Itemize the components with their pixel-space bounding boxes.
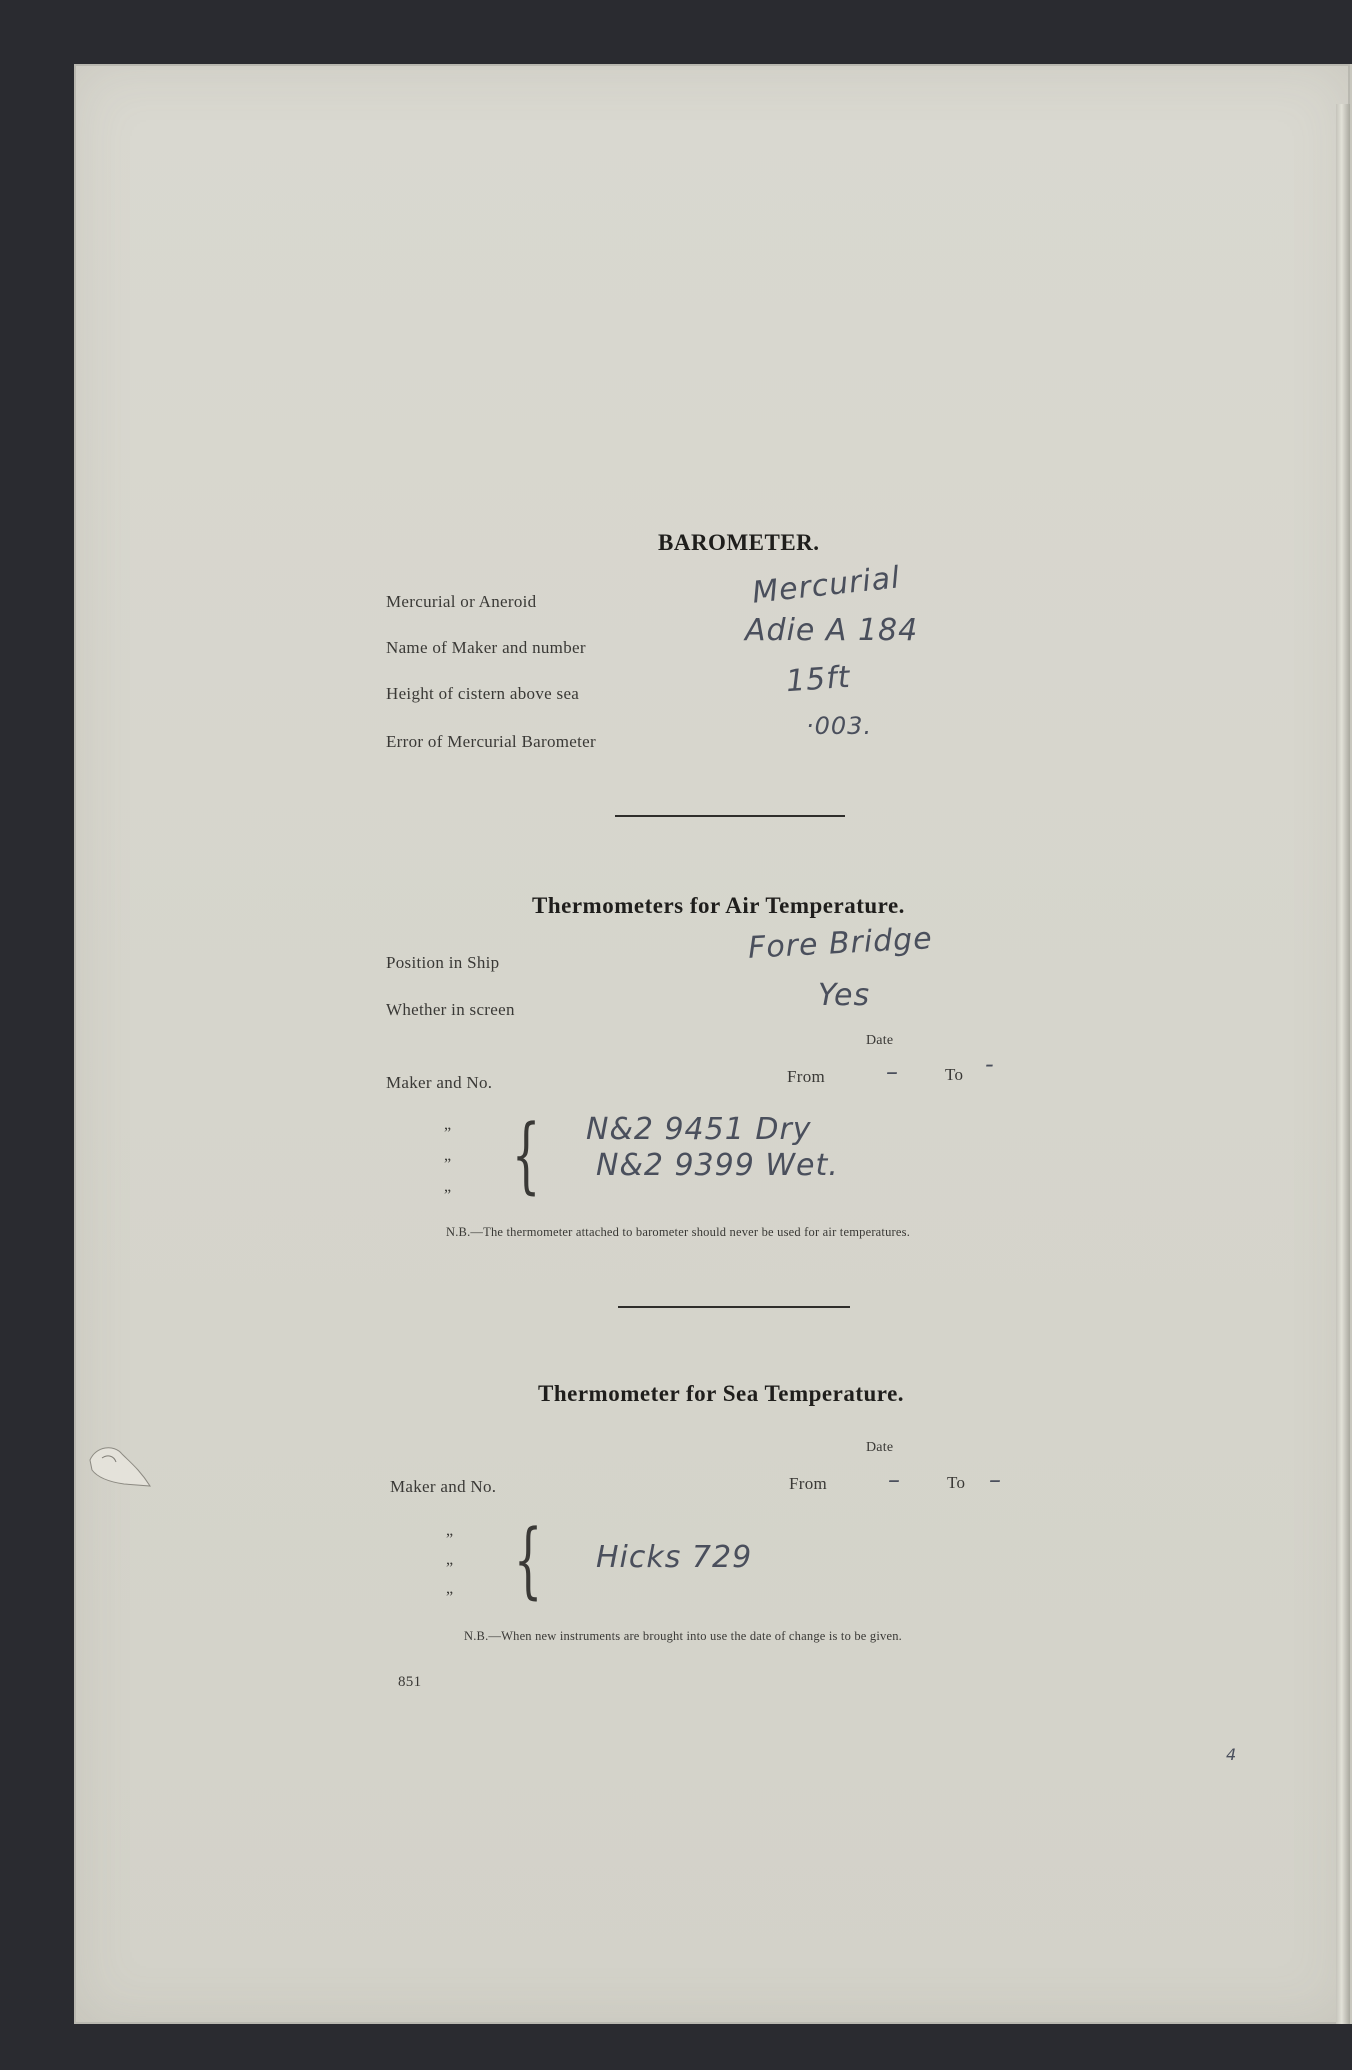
form-number: 851 bbox=[398, 1674, 422, 1690]
air-to-label: To bbox=[945, 1065, 964, 1084]
ditto-mark: ” bbox=[444, 1156, 452, 1173]
cistern-height-label: Height of cistern above sea bbox=[386, 684, 580, 703]
air-maker-label: Maker and No. bbox=[386, 1073, 493, 1092]
brace: { bbox=[513, 1513, 543, 1608]
sea-from-value: – bbox=[888, 1466, 901, 1494]
section-divider bbox=[615, 815, 845, 817]
brace: { bbox=[511, 1108, 541, 1203]
ditto-mark: ” bbox=[446, 1589, 454, 1606]
ditto-mark: ” bbox=[444, 1125, 452, 1142]
sea-maker-label: Maker and No. bbox=[390, 1477, 497, 1496]
paper-scrap bbox=[84, 1440, 154, 1490]
sea-from-label: From bbox=[789, 1474, 828, 1493]
air-thermometers-heading: Thermometers for Air Temperature. bbox=[532, 893, 905, 918]
sea-to-label: To bbox=[947, 1473, 966, 1492]
sea-to-value: – bbox=[989, 1466, 1002, 1494]
mercurial-or-aneroid-label: Mercurial or Aneroid bbox=[386, 592, 537, 611]
sea-temperature-note: N.B.—When new instruments are brought into use the date of change is to be given. bbox=[464, 1629, 902, 1643]
section-divider bbox=[618, 1306, 850, 1308]
document-page bbox=[74, 64, 1352, 2024]
sea-date-label: Date bbox=[866, 1440, 894, 1455]
sea-thermometer-heading: Thermometer for Sea Temperature. bbox=[538, 1381, 905, 1406]
maker-number-label: Name of Maker and number bbox=[386, 638, 586, 657]
air-to-value: - bbox=[985, 1050, 995, 1078]
maker-number-value: Adie A 184 bbox=[745, 613, 919, 648]
air-thermometer-entry-wet: N&2 9399 Wet. bbox=[596, 1148, 839, 1183]
barometer-error-value: ·003. bbox=[806, 712, 873, 740]
sea-thermometer-entry: Hicks 729 bbox=[596, 1540, 753, 1575]
ditto-mark: ” bbox=[446, 1531, 454, 1548]
air-from-value: – bbox=[886, 1058, 899, 1086]
air-date-label: Date bbox=[866, 1033, 894, 1048]
air-temperature-note: N.B.—The thermometer attached to barometer should never be used for air temperatures. bbox=[446, 1225, 911, 1239]
page-edge bbox=[1336, 104, 1350, 2024]
whether-in-screen-label: Whether in screen bbox=[386, 1000, 515, 1019]
barometer-error-label: Error of Mercurial Barometer bbox=[386, 732, 596, 751]
mercurial-or-aneroid-value: Mercurial bbox=[750, 560, 903, 611]
air-thermometer-entry-dry: N&2 9451 Dry bbox=[586, 1112, 812, 1147]
ditto-mark: ” bbox=[444, 1187, 452, 1204]
cistern-height-value: 15ft bbox=[784, 659, 852, 700]
barometer-heading: BAROMETER. bbox=[658, 530, 820, 555]
whether-in-screen-value: Yes bbox=[818, 978, 871, 1013]
page-mark: 4 bbox=[1226, 1745, 1238, 1764]
position-in-ship-value: Fore Bridge bbox=[747, 921, 934, 966]
air-from-label: From bbox=[787, 1067, 826, 1086]
position-in-ship-label: Position in Ship bbox=[386, 953, 500, 972]
ditto-mark: ” bbox=[446, 1560, 454, 1577]
